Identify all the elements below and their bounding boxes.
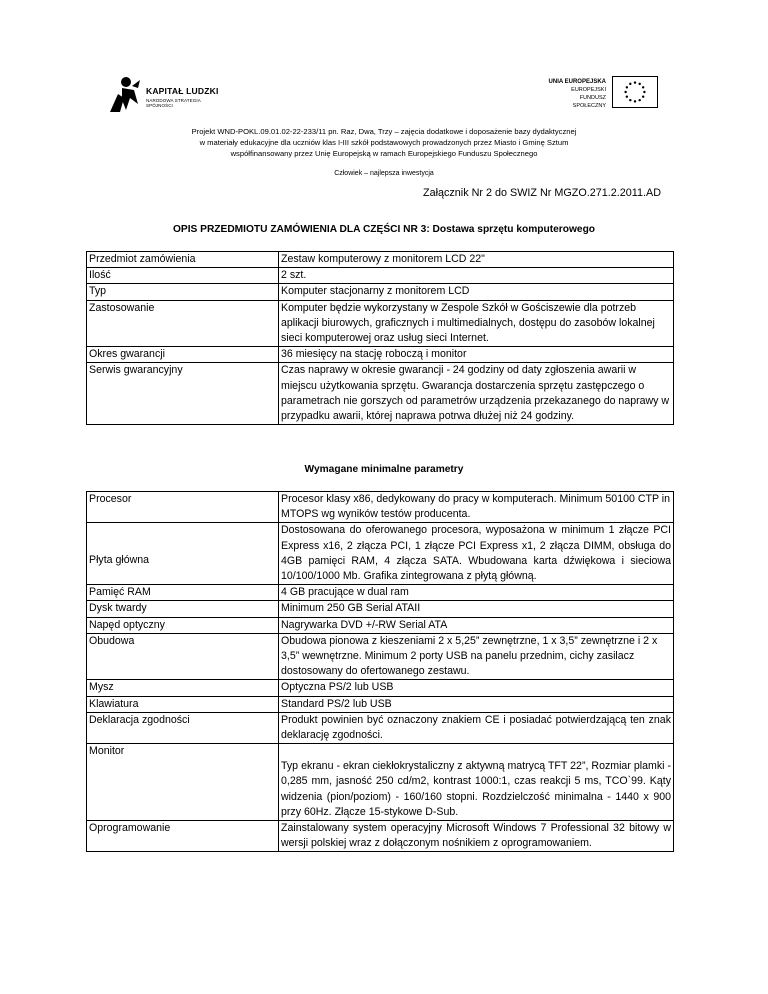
table-row: [87, 347, 674, 363]
row-label: Płyta główna: [87, 523, 279, 585]
eu-text: [548, 78, 606, 110]
row-label: Okres gwarancji: [87, 347, 279, 363]
row-value: Czas naprawy w okresie gwarancji - 24 godziny od daty zgłoszenia awarii w miejscu użytkowania sprzętu. Gwarancja dostarczenia sprzętu zastępczego o parametrach nie gorszych od parametrów urządzenia przekazanego do naprawy w przypadku awarii, której naprawa potrwa dłużej niż 24 godziny.: [279, 363, 674, 425]
table-row: [87, 523, 674, 585]
kapital-ludzki-subtitle: NARODOWA STRATEGIA SPÓJNOŚCI: [146, 98, 201, 108]
params-table: [86, 491, 674, 852]
kapital-ludzki-logo: [108, 74, 228, 114]
row-label: Deklaracja zgodności: [87, 712, 279, 743]
row-label: Ilość: [87, 268, 279, 284]
row-value: Nagrywarka DVD +/-RW Serial ATA: [279, 617, 674, 633]
table-row: [87, 821, 674, 852]
project-line-2: w materiały edukacyjne dla uczniów klas I-III szkół podstawowych prowadzonych przez Miasto i Gminę Sztum: [199, 138, 569, 147]
row-value: Komputer będzie wykorzystany w Zespole Szkół w Gościszewie dla potrzeb aplikacji biurowych, graficznych i multimedialnych, dostępu do zasobów lokalnej sieci komputerowej oraz usług sieci Internet.: [279, 300, 674, 347]
page-title: OPIS PRZEDMIOTU ZAMÓWIENIA DLA CZĘŚCI NR 3: Dostawa sprzętu komputerowego: [172, 224, 596, 235]
row-value: Produkt powinien być oznaczony znakiem CE i posiadać potwierdzającą ten znak deklarację zgodności.: [279, 712, 674, 743]
table-row: [87, 680, 674, 696]
kapital-ludzki-title: KAPITAŁ LUDZKI: [146, 86, 219, 96]
row-label: Zastosowanie: [87, 300, 279, 347]
table-row: [87, 712, 674, 743]
eu-line3: FUNDUSZ SPOŁECZNY: [572, 95, 606, 109]
table-row: [87, 300, 674, 347]
row-value: Zainstalowany system operacyjny Microsoft Windows 7 Professional 32 bitowy w wersji polskiej wraz z dołączonym nośnikiem z oprogramowaniem.: [279, 821, 674, 852]
table-row: [87, 617, 674, 633]
motto: Człowiek – najlepsza inwestycja: [334, 170, 434, 177]
row-label: Monitor: [87, 744, 279, 821]
row-label: Pamięć RAM: [87, 585, 279, 601]
row-value: Procesor klasy x86, dedykowany do pracy w komputerach. Minimum 50100 CTP in MTOPS wg wyników testów producenta.: [279, 492, 674, 523]
row-label: Oprogramowanie: [87, 821, 279, 852]
row-label: Procesor: [87, 492, 279, 523]
row-value: Zestaw komputerowy z monitorem LCD 22": [279, 252, 674, 268]
row-value: Standard PS/2 lub USB: [279, 696, 674, 712]
row-value: 4 GB pracujące w dual ram: [279, 585, 674, 601]
kapital-ludzki-icon: [108, 74, 142, 114]
row-value: 36 miesięcy na stację roboczą i monitor: [279, 347, 674, 363]
row-value: Optyczna PS/2 lub USB: [279, 680, 674, 696]
row-label: Serwis gwarancyjny: [87, 363, 279, 425]
table-row: [87, 252, 674, 268]
table-row: [87, 268, 674, 284]
row-label: Klawiatura: [87, 696, 279, 712]
table-row: [87, 633, 674, 680]
row-value: Typ ekranu - ekran ciekłokrystaliczny z aktywną matrycą TFT 22”, Rozmiar plamki - 0,285 mm, jasność 250 cd/m2, kontrast 1000:1, czas reakcji 5 ms, TCO`99. Kąty widzenia (pion/poziom) - 160/160 stopni. Rozdzielczość minimalna - 1440 x 900 przy 60Hz. Złącze 15-stykowe D-Sub.: [279, 744, 674, 821]
table-row: [87, 492, 674, 523]
row-value: Komputer stacjonarny z monitorem LCD: [279, 284, 674, 300]
row-label: Mysz: [87, 680, 279, 696]
table-row: [87, 363, 674, 425]
table-row: [87, 585, 674, 601]
general-table: [86, 251, 674, 425]
eu-line1: UNIA EUROPEJSKA: [548, 79, 606, 85]
row-value: Dostosowana do oferowanego procesora, wyposażona w minimum 1 złącze PCI Express x16, 2 złącza PCI, 1 złącze PCI Express x1, 2 złącza DIMM, obsługa do 4GB pamięci RAM, 4 złącza SATA. Wbudowana karta dźwiękowa i sieciowa 10/100/1000 Mb. Grafika zintegrowana z płytą główną.: [279, 523, 674, 585]
row-label: Przedmiot zamówienia: [87, 252, 279, 268]
eu-flag-icon: [612, 76, 658, 108]
table-row: [87, 601, 674, 617]
row-label: Dysk twardy: [87, 601, 279, 617]
row-value: Minimum 250 GB Serial ATAII: [279, 601, 674, 617]
row-label: Typ: [87, 284, 279, 300]
eu-line2: EUROPEJSKI: [571, 87, 606, 93]
table-row: [87, 284, 674, 300]
row-value: Obudowa pionowa z kieszeniami 2 x 5,25” zewnętrzne, 1 x 3,5” zewnętrzne i 2 x 3,5” wewnętrzne. Minimum 2 porty USB na panelu przednim, cichy zasilacz dostosowany do ofertowanego zestawu.: [279, 633, 674, 680]
project-line-3: współfinansowany przez Unię Europejską w ramach Europejskiego Funduszu Społecznego: [230, 149, 538, 158]
row-value: 2 szt.: [279, 268, 674, 284]
project-info: [0, 126, 768, 159]
table-row: [87, 744, 674, 821]
row-label: Napęd optyczny: [87, 617, 279, 633]
project-line-1: Projekt WND-POKL.09.01.02-22-233/11 pn. Raz, Dwa, Trzy – zajęcia dodatkowe i doposażenie bazy dydaktycznej: [191, 127, 577, 136]
table-row: [87, 696, 674, 712]
row-label: Obudowa: [87, 633, 279, 680]
eu-logo: [548, 76, 658, 112]
section-subtitle: Wymagane minimalne parametry: [304, 464, 464, 475]
annex-reference: Załącznik Nr 2 do SWIZ Nr MGZO.271.2.2011.AD: [422, 187, 661, 199]
